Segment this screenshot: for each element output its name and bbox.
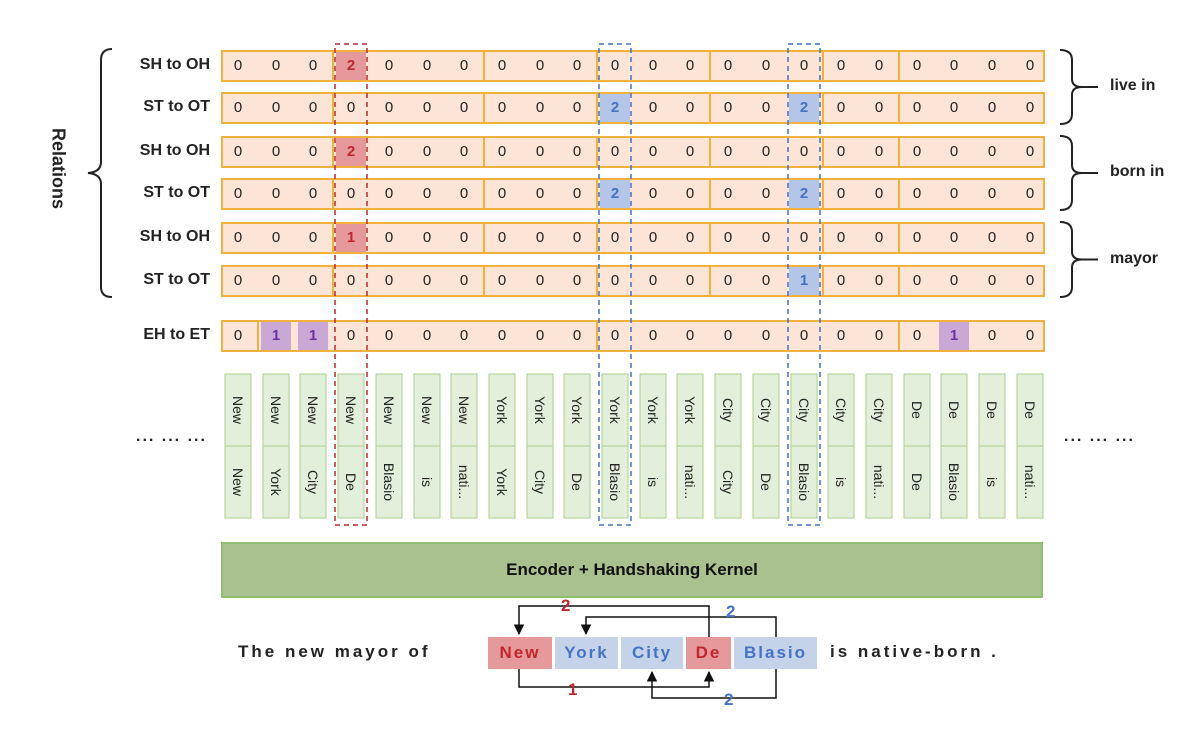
matrix-cell: 0	[912, 57, 922, 74]
matrix-cell: 0	[233, 143, 243, 160]
matrix-cell: 0	[685, 143, 695, 160]
matrix-cell: 0	[912, 99, 922, 116]
matrix-cell: 0	[384, 143, 394, 160]
token-word: Blasio	[607, 462, 623, 502]
matrix-cell: 0	[723, 143, 733, 160]
matrix-cell: 0	[836, 99, 846, 116]
row-label: SH to OH	[139, 228, 210, 245]
matrix-cell: 0	[685, 99, 695, 116]
matrix-cell: 2	[346, 57, 356, 74]
token-word: De	[1022, 401, 1038, 419]
row-label: SH to OH	[139, 142, 210, 159]
matrix-cell: 0	[572, 143, 582, 160]
matrix-cell: 0	[497, 327, 507, 344]
matrix-cell: 0	[874, 185, 884, 202]
matrix-cell: 0	[799, 229, 809, 246]
matrix-cell: 0	[572, 229, 582, 246]
token-word: De	[343, 473, 359, 491]
matrix-cell: 0	[1025, 57, 1035, 74]
matrix-cell: 0	[949, 99, 959, 116]
arrow-top-red	[519, 606, 709, 637]
matrix-cell: 0	[346, 99, 356, 116]
matrix-cell: 0	[610, 272, 620, 289]
matrix-cell: 1	[308, 327, 318, 344]
relations-label: Relations	[48, 127, 69, 210]
matrix-cell: 0	[610, 143, 620, 160]
arrow-label-bottom-red: 1	[568, 680, 578, 699]
matrix-cell: 0	[949, 143, 959, 160]
matrix-cell: 0	[459, 185, 469, 202]
arrow-bottom-blue	[652, 669, 776, 698]
token-word: is	[833, 476, 849, 488]
token-word: De	[946, 401, 962, 419]
matrix-cell: 0	[723, 57, 733, 74]
matrix-cell: 0	[346, 327, 356, 344]
matrix-cell: 0	[1025, 327, 1035, 344]
matrix-cell: 0	[459, 229, 469, 246]
matrix-cell: 0	[422, 185, 432, 202]
matrix-cell: 0	[572, 57, 582, 74]
token-word: De	[984, 401, 1000, 419]
matrix-cell: 0	[535, 327, 545, 344]
matrix-cell: 2	[799, 185, 809, 202]
arrow-label-bottom-blue: 2	[724, 690, 734, 709]
token-word: City	[720, 397, 736, 423]
matrix-cell: 0	[271, 143, 281, 160]
matrix-cell: 0	[723, 229, 733, 246]
matrix-cell: 0	[497, 143, 507, 160]
matrix-cell: 0	[422, 143, 432, 160]
matrix-cell: 1	[271, 327, 281, 344]
matrix-cell: 0	[422, 229, 432, 246]
group-label: born in	[1110, 163, 1165, 180]
token-word: City	[720, 469, 736, 495]
matrix-cell: 0	[685, 57, 695, 74]
token-word: New	[230, 395, 246, 425]
arrow-top-blue	[586, 617, 776, 637]
matrix-cell: 0	[836, 57, 846, 74]
row-label: ST to OT	[143, 184, 210, 201]
matrix-cell: 0	[271, 57, 281, 74]
matrix-cell: 0	[308, 229, 318, 246]
matrix-cell: 0	[308, 185, 318, 202]
arrow-label-top-red: 2	[561, 596, 571, 615]
matrix-cell: 0	[799, 143, 809, 160]
matrix-cell: 0	[761, 327, 771, 344]
matrix-cell: 0	[987, 99, 997, 116]
group-brace	[1060, 136, 1082, 210]
matrix-cell: 0	[233, 99, 243, 116]
matrix-cell: 0	[572, 327, 582, 344]
token-word: York	[532, 396, 548, 424]
token-word: New	[381, 395, 397, 425]
token-word: City	[796, 397, 812, 423]
token-word: is	[984, 476, 1000, 488]
token-word: is	[419, 476, 435, 488]
matrix-cell: 0	[384, 99, 394, 116]
token-word: City	[833, 397, 849, 423]
ellipsis-left: ... ... ...	[136, 428, 207, 445]
matrix-cell: 0	[459, 57, 469, 74]
matrix-cell: 0	[685, 185, 695, 202]
matrix-cell: 0	[761, 229, 771, 246]
matrix-cell: 0	[648, 327, 658, 344]
matrix-cell: 0	[572, 185, 582, 202]
matrix-cell: 0	[912, 327, 922, 344]
matrix-cell: 1	[949, 327, 959, 344]
matrix-cell: 0	[648, 99, 658, 116]
group-brace	[1060, 50, 1082, 124]
matrix-cell: 0	[836, 185, 846, 202]
matrix-cell: 0	[799, 57, 809, 74]
matrix-cell: 0	[1025, 185, 1035, 202]
matrix-cell: 0	[874, 272, 884, 289]
arrow-bottom-red	[519, 669, 709, 687]
matrix-cell: 0	[648, 185, 658, 202]
token-word: Blasio	[381, 462, 397, 502]
matrix-cell: 0	[459, 143, 469, 160]
entity-word: Blasio	[743, 643, 808, 662]
matrix-cell: 0	[949, 272, 959, 289]
matrix-cell: 0	[685, 229, 695, 246]
matrix-cell: 0	[648, 229, 658, 246]
relations-brace	[88, 49, 112, 297]
matrix-cell: 2	[799, 99, 809, 116]
matrix-cell: 0	[912, 185, 922, 202]
matrix-cell: 0	[836, 229, 846, 246]
matrix-cell: 0	[949, 57, 959, 74]
matrix-cell: 0	[987, 229, 997, 246]
matrix-cell: 0	[308, 57, 318, 74]
matrix-cell: 0	[497, 99, 507, 116]
matrix-cell: 0	[987, 143, 997, 160]
token-word: City	[532, 469, 548, 495]
matrix-cell: 0	[648, 57, 658, 74]
token-word: City	[305, 469, 321, 495]
group-label: mayor	[1110, 249, 1159, 267]
token-word: De	[569, 473, 585, 491]
matrix-cell: 0	[459, 99, 469, 116]
row-label: ST to OT	[143, 98, 210, 115]
matrix-cell: 0	[761, 99, 771, 116]
token-word: York	[494, 396, 510, 424]
matrix-cell: 0	[1025, 143, 1035, 160]
matrix-cell: 0	[874, 229, 884, 246]
matrix-cell: 0	[723, 185, 733, 202]
matrix-cell: 0	[422, 99, 432, 116]
matrix-cell: 0	[874, 57, 884, 74]
arrow-label-top-blue: 2	[726, 602, 736, 621]
matrix-cell: 0	[346, 272, 356, 289]
token-word: York	[607, 396, 623, 424]
matrix-cell: 2	[346, 143, 356, 160]
entity-word: York	[564, 643, 609, 662]
row-label: SH to OH	[139, 56, 210, 73]
matrix-cell: 0	[987, 272, 997, 289]
sentence-suffix: is native-born .	[830, 642, 999, 661]
matrix-cell: 0	[308, 272, 318, 289]
matrix-cell: 0	[422, 327, 432, 344]
matrix-cell: 0	[308, 99, 318, 116]
matrix-cell: 0	[648, 143, 658, 160]
matrix-cell: 0	[912, 229, 922, 246]
matrix-cell: 0	[384, 272, 394, 289]
token-word: City	[871, 397, 887, 423]
matrix-cell: 0	[949, 185, 959, 202]
matrix-cell: 0	[648, 272, 658, 289]
matrix-cell: 0	[572, 272, 582, 289]
sentence-prefix: The new mayor of	[238, 642, 431, 661]
entity-word: City	[631, 643, 673, 662]
token-word: nati...	[1022, 464, 1038, 500]
matrix-cell: 0	[836, 327, 846, 344]
matrix-cell: 0	[497, 185, 507, 202]
matrix-cell: 0	[233, 327, 243, 344]
matrix-cell: 0	[1025, 272, 1035, 289]
matrix-cell: 0	[723, 99, 733, 116]
matrix-cell: 0	[271, 272, 281, 289]
matrix-cell: 0	[874, 327, 884, 344]
matrix-cell: 0	[912, 143, 922, 160]
matrix-cell: 1	[799, 272, 809, 289]
matrix-cell: 0	[1025, 99, 1035, 116]
matrix-cell: 0	[535, 272, 545, 289]
ellipsis-right: ... ... ...	[1064, 428, 1135, 445]
matrix-cell: 0	[535, 229, 545, 246]
matrix-cell: 0	[459, 327, 469, 344]
matrix-cell: 0	[949, 229, 959, 246]
token-word: nati...	[871, 464, 887, 500]
matrix-cell: 0	[685, 327, 695, 344]
matrix-cell: 0	[535, 99, 545, 116]
matrix-cell: 0	[987, 57, 997, 74]
matrix-cell: 0	[723, 272, 733, 289]
token-word: New	[268, 395, 284, 425]
matrix-cell: 0	[422, 57, 432, 74]
matrix-cell: 0	[912, 272, 922, 289]
matrix-cell: 0	[685, 272, 695, 289]
token-word: is	[645, 476, 661, 488]
token-word: New	[230, 467, 246, 497]
matrix-cell: 0	[233, 57, 243, 74]
matrix-cell: 0	[346, 185, 356, 202]
token-word: York	[569, 396, 585, 424]
matrix-cell: 0	[836, 272, 846, 289]
matrix-cell: 0	[836, 143, 846, 160]
token-word: New	[343, 395, 359, 425]
matrix-cell: 0	[271, 185, 281, 202]
token-word: Blasio	[946, 462, 962, 502]
matrix-cell: 0	[987, 327, 997, 344]
matrix-cell: 0	[271, 229, 281, 246]
matrix-cell: 2	[610, 99, 620, 116]
matrix-cell: 0	[610, 327, 620, 344]
token-word: York	[268, 468, 284, 496]
matrix-cell: 0	[1025, 229, 1035, 246]
matrix-cell: 0	[384, 185, 394, 202]
token-word: York	[494, 468, 510, 496]
matrix-cell: 0	[799, 327, 809, 344]
matrix-cell: 0	[874, 143, 884, 160]
entity-word: New	[499, 643, 541, 662]
matrix-cell: 0	[459, 272, 469, 289]
token-word: De	[909, 401, 925, 419]
matrix-cell: 0	[761, 185, 771, 202]
matrix-cell: 0	[422, 272, 432, 289]
matrix-cell: 0	[384, 327, 394, 344]
matrix-cell: 0	[761, 272, 771, 289]
token-word: New	[456, 395, 472, 425]
token-word: nati...	[682, 464, 698, 500]
matrix-cell: 0	[384, 229, 394, 246]
encoder-label: Encoder + Handshaking Kernel	[506, 560, 758, 579]
matrix-cell: 0	[610, 229, 620, 246]
token-word: York	[645, 396, 661, 424]
matrix-cell: 0	[874, 99, 884, 116]
row-label: ST to OT	[143, 271, 210, 288]
token-word: New	[305, 395, 321, 425]
token-word: Blasio	[796, 462, 812, 502]
matrix-cell: 2	[610, 185, 620, 202]
matrix-cell: 0	[535, 143, 545, 160]
group-brace	[1060, 222, 1082, 297]
matrix-cell: 0	[761, 57, 771, 74]
matrix-cell: 0	[761, 143, 771, 160]
matrix-cell: 0	[271, 99, 281, 116]
matrix-cell: 1	[346, 229, 356, 246]
matrix-cell: 0	[987, 185, 997, 202]
token-word: De	[909, 473, 925, 491]
matrix-cell: 0	[723, 327, 733, 344]
token-word: nati...	[456, 464, 472, 500]
matrix-cell: 0	[572, 99, 582, 116]
matrix-cell: 0	[384, 57, 394, 74]
matrix-cell: 0	[233, 272, 243, 289]
row-label: EH to ET	[143, 326, 210, 343]
matrix-cell: 0	[535, 185, 545, 202]
matrix-cell: 0	[497, 272, 507, 289]
matrix-cell: 0	[497, 229, 507, 246]
matrix-cell: 0	[233, 229, 243, 246]
matrix-cell: 0	[535, 57, 545, 74]
token-word: New	[419, 395, 435, 425]
matrix-cell: 0	[610, 57, 620, 74]
group-label: live in	[1110, 77, 1156, 94]
matrix-cell: 0	[497, 57, 507, 74]
matrix-cell: 0	[233, 185, 243, 202]
token-word: City	[758, 397, 774, 423]
token-word: York	[682, 396, 698, 424]
token-word: De	[758, 473, 774, 491]
entity-word: De	[695, 643, 722, 662]
matrix-cell: 0	[308, 143, 318, 160]
